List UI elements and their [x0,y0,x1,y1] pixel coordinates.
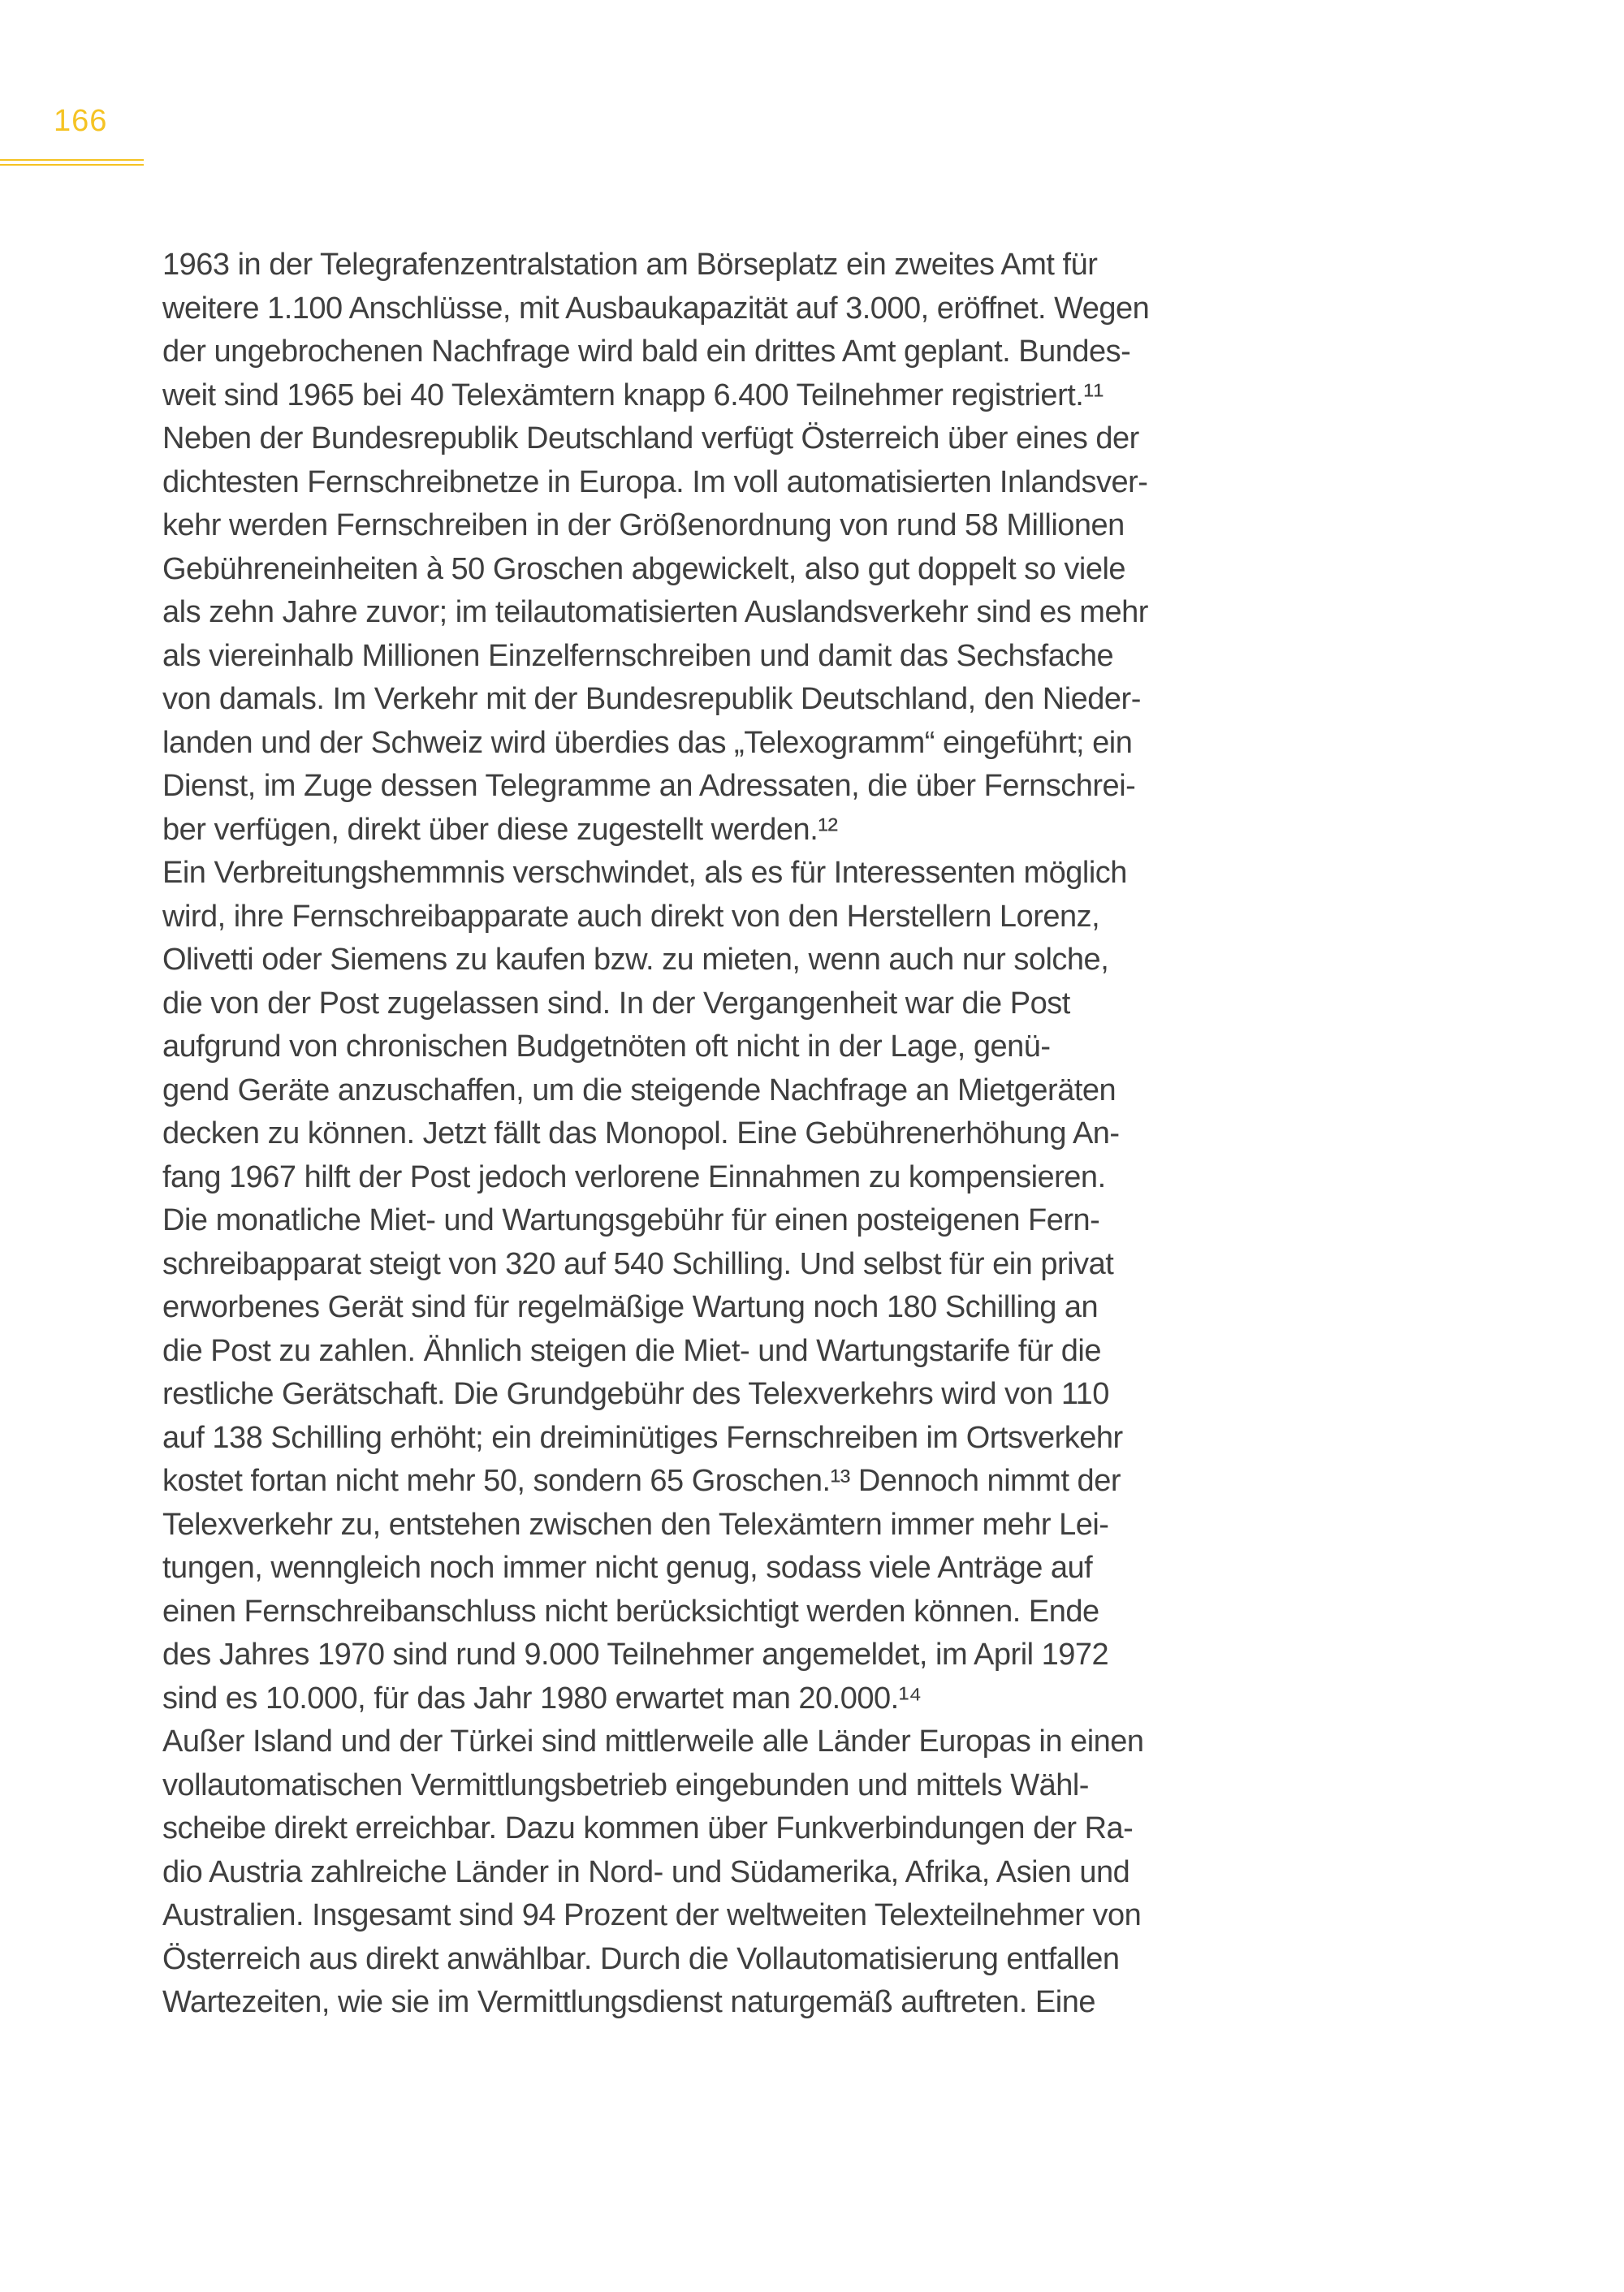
text-line: von damals. Im Verkehr mit der Bundesrepublik Deutschland, den Nieder- [162,682,1141,716]
text-line: Wartezeiten, wie sie im Vermittlungsdienst naturgemäß auftreten. Eine [162,1985,1095,2019]
text-line: landen und der Schweiz wird überdies das „Telexogramm“ eingeführt; ein [162,725,1133,760]
text-line: weitere 1.100 Anschlüsse, mit Ausbaukapazität auf 3.000, eröffnet. Wegen [162,291,1150,326]
text-line: des Jahres 1970 sind rund 9.000 Teilnehmer angemeldet, im April 1972 [162,1638,1109,1672]
text-line: sind es 10.000, für das Jahr 1980 erwartet man 20.000.¹⁴ [162,1681,922,1716]
text-line: Österreich aus direkt anwählbar. Durch die Vollautomatisierung entfallen [162,1941,1120,1976]
text-line: restliche Gerätschaft. Die Grundgebühr des Telexverkehrs wird von 110 [162,1377,1109,1411]
text-line: aufgrund von chronischen Budgetnöten oft nicht in der Lage, genü- [162,1029,1051,1064]
text-line: als viereinhalb Millionen Einzelfernschreiben und damit das Sechsfache [162,638,1114,673]
text-line: auf 138 Schilling erhöht; ein dreiminütiges Fernschreiben im Ortsverkehr [162,1420,1123,1455]
text-line: gend Geräte anzuschaffen, um die steigende Nachfrage an Mietgeräten [162,1073,1116,1107]
text-line: Außer Island und der Türkei sind mittlerweile alle Länder Europas in einen [162,1724,1144,1759]
margin-rule [0,159,144,166]
text-line: schreibapparat steigt von 320 auf 540 Schilling. Und selbst für ein privat [162,1246,1114,1281]
text-line: die Post zu zahlen. Ähnlich steigen die Miet- und Wartungstarife für die [162,1333,1102,1368]
text-line: 1963 in der Telegrafenzentralstation am Börseplatz ein zweites Amt für [162,248,1098,282]
text-line: Ein Verbreitungshemmnis verschwindet, als es für Interessenten möglich [162,856,1127,890]
text-line: Olivetti oder Siemens zu kaufen bzw. zu mieten, wenn auch nur solche, [162,943,1109,977]
text-line: scheibe direkt erreichbar. Dazu kommen über Funkverbindungen der Ra- [162,1811,1134,1845]
text-line: ber verfügen, direkt über diese zugestellt werden.¹² [162,812,838,847]
text-line: erworbenes Gerät sind für regelmäßige Wartung noch 180 Schilling an [162,1290,1099,1324]
text-line: Die monatliche Miet- und Wartungsgebühr für einen posteigenen Fern- [162,1203,1100,1237]
text-line: der ungebrochenen Nachfrage wird bald ein drittes Amt geplant. Bundes- [162,335,1131,369]
text-line: die von der Post zugelassen sind. In der Vergangenheit war die Post [162,986,1070,1021]
text-line: dichtesten Fernschreibnetze in Europa. Im voll automatisierten Inlandsver- [162,464,1148,499]
text-line: einen Fernschreibanschluss nicht berücksichtigt werden können. Ende [162,1594,1099,1629]
text-line: als zehn Jahre zuvor; im teilautomatisierten Auslandsverkehr sind es mehr [162,595,1148,629]
text-line: wird, ihre Fernschreibapparate auch direkt von den Herstellern Lorenz, [162,899,1100,934]
text-line: Gebühreneinheiten à 50 Groschen abgewickelt, also gut doppelt so viele [162,551,1126,586]
body-text [162,244,1299,2025]
text-line: fang 1967 hilft der Post jedoch verlorene Einnahmen zu kompensieren. [162,1159,1106,1194]
text-line: Neben der Bundesrepublik Deutschland verfügt Österreich über eines der [162,421,1139,455]
text-line: vollautomatischen Vermittlungsbetrieb eingebunden und mittels Wähl- [162,1768,1089,1802]
text-line: Telexverkehr zu, entstehen zwischen den Telexämtern immer mehr Lei- [162,1507,1109,1542]
text-line: kostet fortan nicht mehr 50, sondern 65 Groschen.¹³ Dennoch nimmt der [162,1464,1121,1498]
page-number: 166 [54,104,108,138]
text-line: Australien. Insgesamt sind 94 Prozent der weltweiten Telexteilnehmer von [162,1898,1142,1932]
text-line: decken zu können. Jetzt fällt das Monopol. Eine Gebührenerhöhung An- [162,1116,1120,1150]
text-line: Dienst, im Zuge dessen Telegramme an Adressaten, die über Fernschrei- [162,769,1136,803]
text-line: kehr werden Fernschreiben in der Größenordnung von rund 58 Millionen [162,508,1125,542]
text-line: weit sind 1965 bei 40 Telexämtern knapp 6.400 Teilnehmer registriert.¹¹ [162,378,1104,412]
text-line: tungen, wenngleich noch immer nicht genug, sodass viele Anträge auf [162,1551,1093,1585]
text-line: dio Austria zahlreiche Länder in Nord- und Südamerika, Afrika, Asien und [162,1854,1130,1889]
